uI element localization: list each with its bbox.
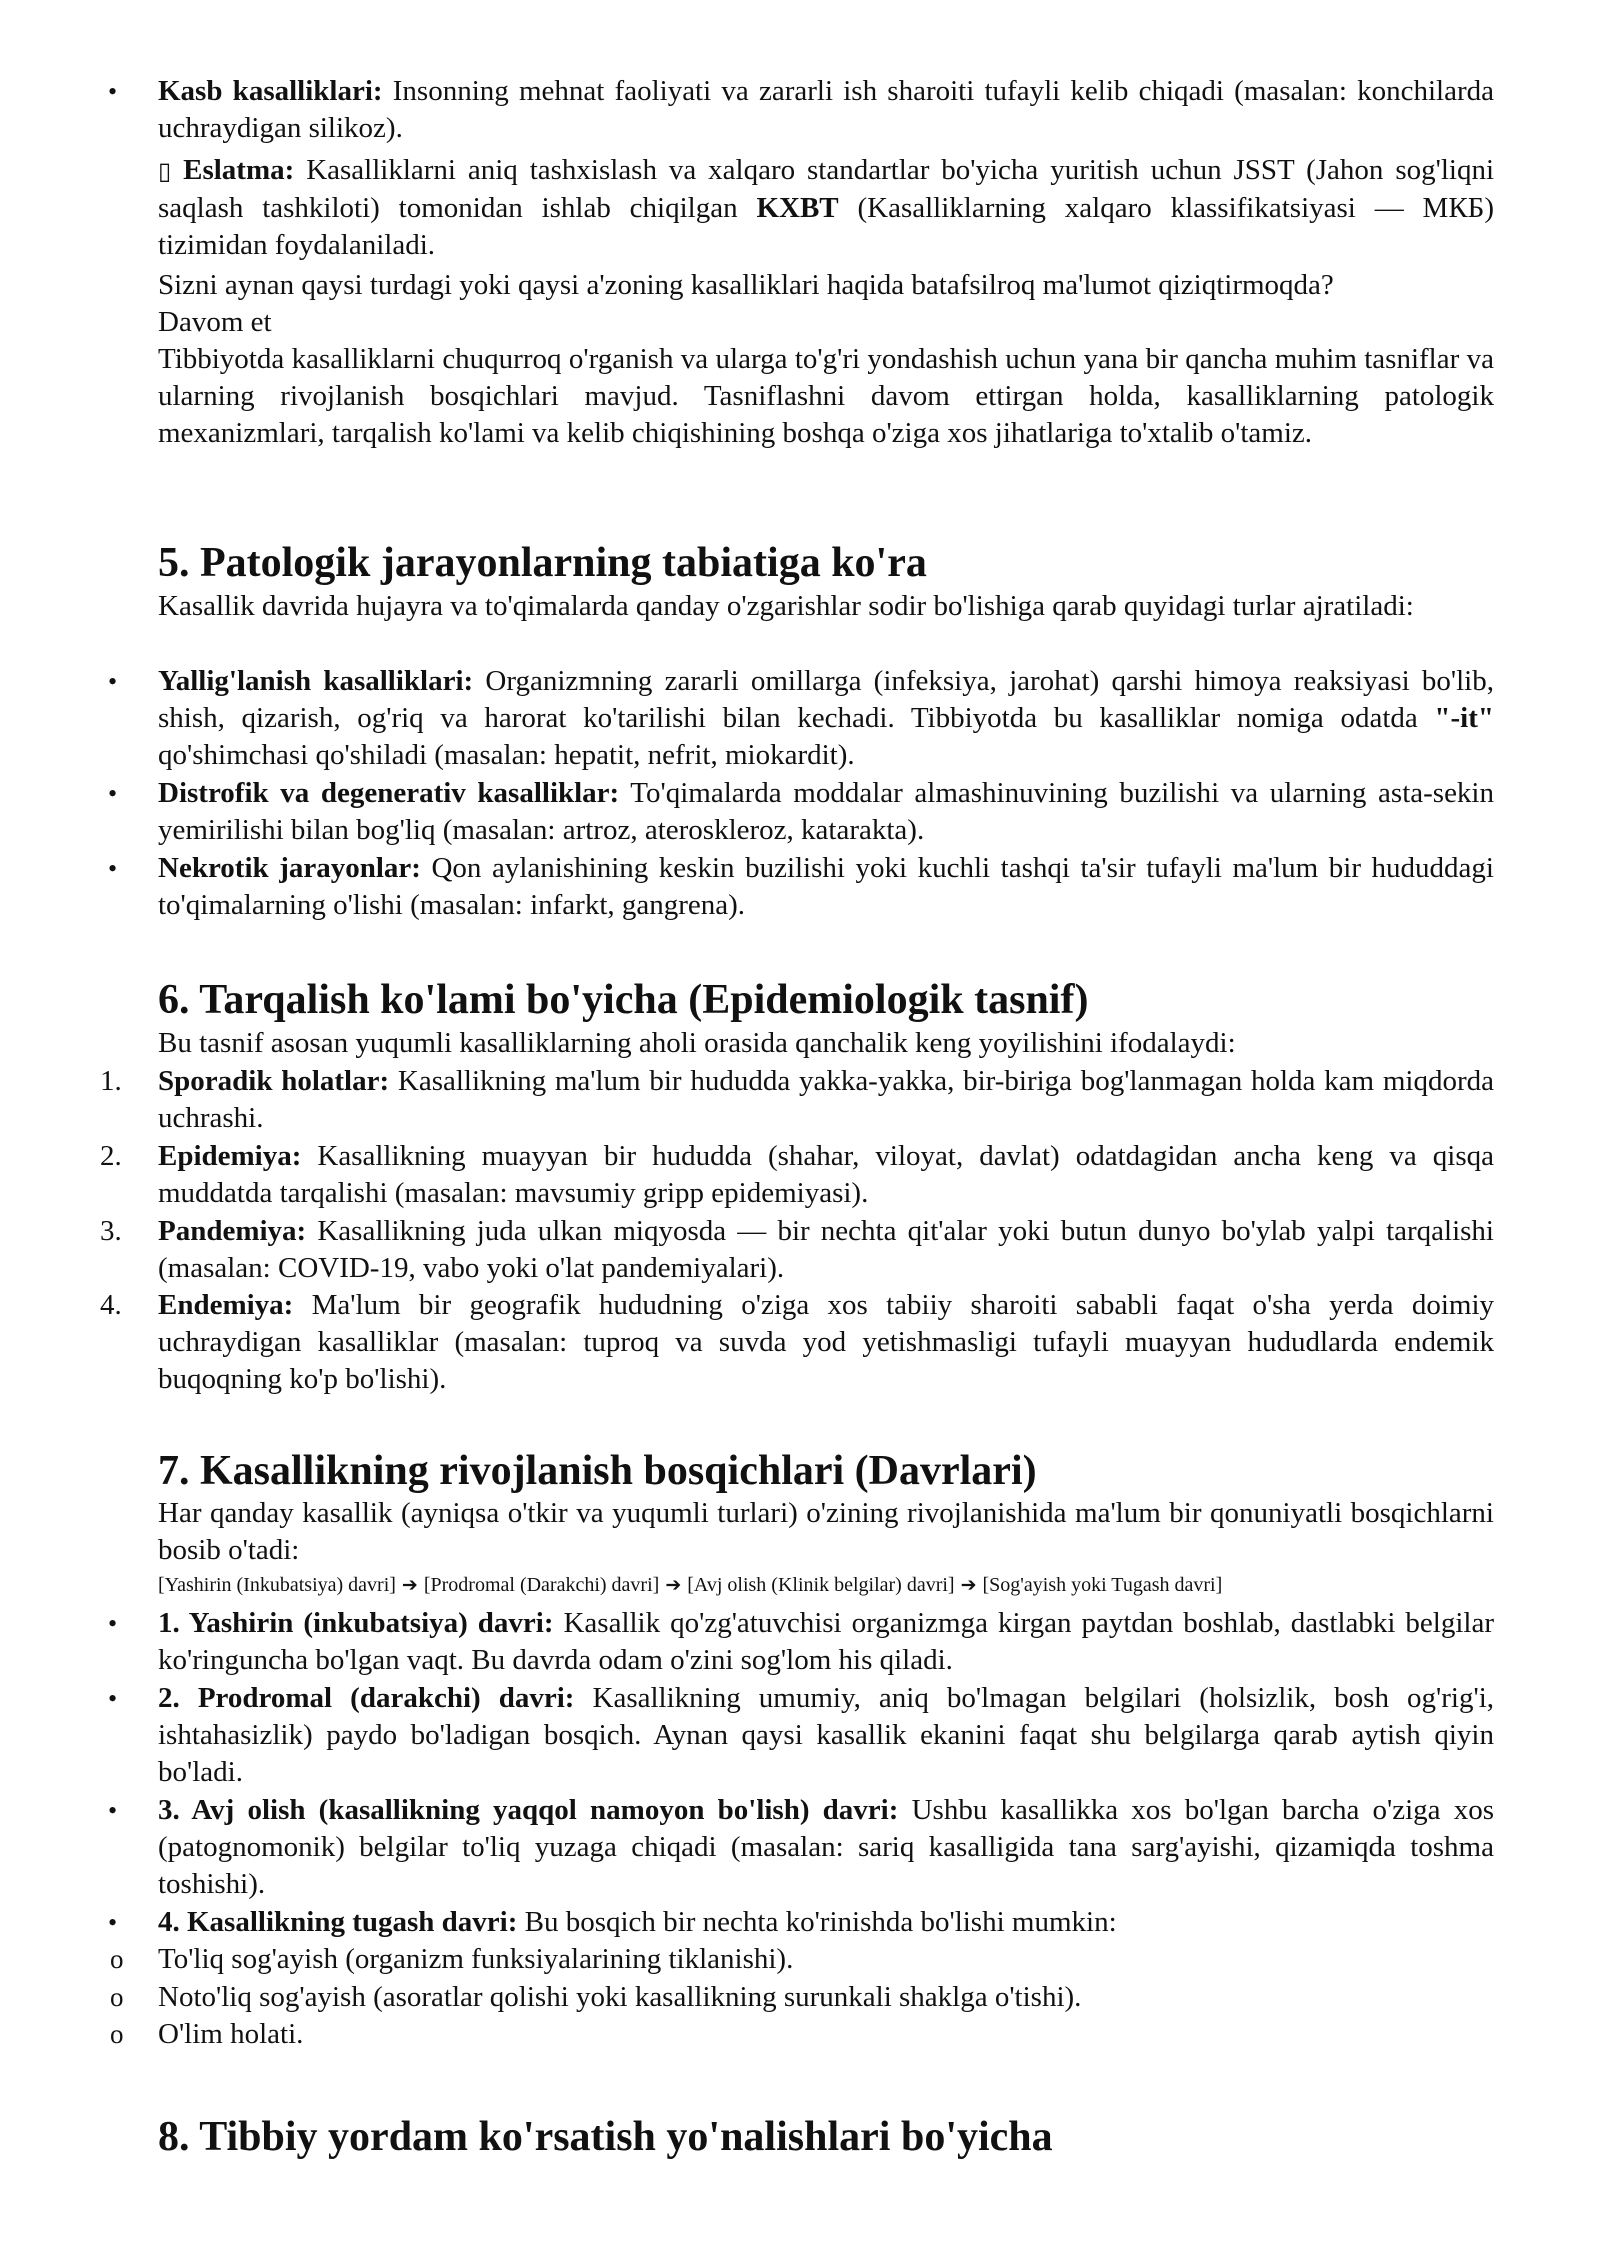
list-item (108, 850, 1494, 924)
sub-bullet-marker: o (110, 1944, 124, 1974)
term: 3. Avj olish (kasallikning yaqqol namoyon bo'lish) davri: (158, 1794, 899, 1826)
description: To'qimalarda moddalar almashinuvining buzilishi va ularning asta-sekin yemirilishi bilan bog'liq (masalan: artroz, ateroskleroz, katarakta). (158, 777, 1494, 846)
description: Kasallikning juda ulkan miqyosda — bir nechta qit'alar yoki butun dunyo bo'ylab yalpi tarqalishi (masalan: COVID-19, vabo yoki o'lat pandemiyalari). (158, 1215, 1494, 1284)
stages-flow (158, 1572, 1222, 1598)
bullet-marker: • (108, 77, 118, 106)
term: 4. Kasallikning tugash davri: (158, 1906, 518, 1938)
note-text-2: (Kasalliklarning xalqaro klassifikatsiyasi — МКБ) tizimidan foydalaniladi. (158, 192, 1494, 261)
term: 2. Prodromal (darakchi) davri: (158, 1682, 575, 1714)
bullet-marker: • (108, 1684, 118, 1713)
intro-paragraph: Tibbiyotda kasalliklarni chuqurroq o'rganish va ularga to'g'ri yondashish uchun yana bir qancha muhim tasniflar va ularning rivojlanish bosqichlari mavjud. Tasniflashni davom ettirgan holda, kasalliklarning patologik mexanizmlari, tarqalish ko'lami va kelib chiqishining boshqa o'ziga xos jihatlariga to'xtalib o'tamiz. (158, 343, 1494, 449)
sub-bullet-marker: o (110, 1982, 124, 2012)
bullet-marker: • (108, 779, 118, 808)
heading-section-6: 6. Tarqalish ko'lami bo'yicha (Epidemiologik tasnif) (158, 977, 1089, 1023)
suffix-term: "-it" (1434, 702, 1494, 734)
term: 1. Yashirin (inkubatsiya) davri: (158, 1607, 554, 1639)
list-number: 2. (100, 1140, 122, 1172)
list-item (108, 1605, 1494, 1679)
description-end: qo'shimchasi qo'shiladi (masalan: hepatit, nefrit, miokardit). (158, 739, 855, 771)
question-text: Sizni aynan qaysi turdagi yoki qaysi a'zoning kasalliklari haqida batafsilroq ma'lumot qiziqtirmoqda? (158, 269, 1334, 301)
sub-list-item (110, 1941, 1494, 1978)
sub-item-text: To'liq sog'ayish (organizm funksiyalarining tiklanishi). (158, 1943, 794, 1975)
description: Kasallikning muayyan bir hududda (shahar, viloyat, davlat) odatdagidan ancha keng va qisqa muddatda tarqalishi (masalan: mavsumiy gripp epidemiyasi). (158, 1140, 1494, 1209)
note-paragraph (158, 152, 1494, 264)
heading-section-8: 8. Tibbiy yordam ko'rsatish yo'nalishlari bo'yicha (158, 2114, 1053, 2160)
note-text-1: Kasalliklarni aniq tashxislash va xalqaro standartlar bo'yicha yuritish uchun JSST (Jahon sog'liqni saqlash tashkiloti) tomonidan ishlab chiqilgan (158, 154, 1494, 224)
list-item (108, 1680, 1494, 1791)
list-item (108, 1904, 1494, 1941)
flow-stage: [Avj olish (Klinik belgilar) davri] (687, 1574, 955, 1596)
list-number: 3. (100, 1215, 122, 1247)
section-5-lead: Kasallik davrida hujayra va to'qimalarda qanday o'zgarishlar sodir bo'lishiga qarab quyidagi turlar ajratiladi: (158, 590, 1414, 622)
sub-list-item (110, 2016, 1494, 2053)
section-7-lead: Har qanday kasallik (ayniqsa o'tkir va yuqumli turlari) o'zining rivojlanishida ma'lum bir qonuniyatli bosqichlarni bosib o'tadi: (158, 1497, 1494, 1566)
sub-list-item (110, 1979, 1494, 2016)
list-item (100, 1287, 1494, 1398)
list-item (100, 1063, 1494, 1137)
bullet-marker: • (108, 667, 118, 696)
term: Nekrotik jarayonlar: (158, 852, 421, 884)
continue-text: Davom et (158, 306, 272, 338)
flow-stage: [Prodromal (Darakchi) davri] (423, 1574, 660, 1596)
note-icon: ▯ (158, 157, 172, 185)
arrow-right-icon: ➔ (401, 1574, 418, 1596)
flow-stage: [Sog'ayish yoki Tugash davri] (982, 1574, 1223, 1596)
section-6-lead: Bu tasnif asosan yuqumli kasalliklarning aholi orasida qanchalik keng yoyilishini ifodalaydi: (158, 1027, 1236, 1059)
bullet-marker: • (108, 854, 118, 883)
bullet-marker: • (108, 1908, 118, 1937)
term: Endemiya: (158, 1289, 294, 1321)
term: Distrofik va degenerativ kasalliklar: (158, 777, 620, 809)
flow-stage: [Yashirin (Inkubatsiya) davri] (158, 1574, 396, 1596)
sub-item-text: O'lim holati. (158, 2018, 304, 2050)
description: Ma'lum bir geografik hududning o'ziga xos tabiiy sharoiti sababli faqat o'sha yerda doimiy uchraydigan kasalliklar (masalan: tuproq va suvda yod yetishmasligi tufayli muayyan hududlarda endemik buqoqning ko'p bo'lishi). (158, 1289, 1494, 1395)
description: Bu bosqich bir nechta ko'rinishda bo'lishi mumkin: (517, 1906, 1117, 1938)
description: Kasallikning umumiy, aniq bo'lmagan belgilari (holsizlik, bosh og'rig'i, ishtahasizlik) paydo bo'ladigan bosqich. Aynan qaysi kasallik ekanini faqat shu belgilarga qarab aytish qiyin bo'ladi. (158, 1682, 1494, 1788)
description: Kasallikning ma'lum bir hududda yakka-yakka, bir-biriga bog'lanmagan holda kam miqdorda uchrashi. (158, 1065, 1494, 1134)
sub-item-text: Noto'liq sog'ayish (asoratlar qolishi yoki kasallikning surunkali shaklga o'tishi). (158, 1981, 1082, 2013)
bullet-marker: • (108, 1796, 118, 1825)
note-kxbt: KXBT (756, 192, 839, 224)
list-item-kasb (108, 73, 1495, 147)
description: Ushbu kasallikka xos bo'lgan barcha o'ziga xos (patognomonik) belgilar to'liq yuzaga chiqadi (masalan: sariq kasalligida tana sarg'ayishi, qizamiqda toshma toshishi). (158, 1794, 1495, 1900)
term: Yallig'lanish kasalliklari: (158, 665, 474, 697)
arrow-right-icon: ➔ (665, 1574, 682, 1596)
list-number: 1. (100, 1065, 122, 1097)
heading-section-5: 5. Patologik jarayonlarning tabiatiga ko'ra (158, 540, 927, 586)
term: Epidemiya: (158, 1140, 302, 1172)
description: Kasallik qo'zg'atuvchisi organizmga kirgan paytdan boshlab, dastlabki belgilar ko'ringuncha bo'lgan vaqt. Bu davrda odam o'zini sog'lom his qiladi. (158, 1607, 1494, 1676)
list-item (108, 663, 1494, 774)
description: Qon aylanishining keskin buzilishi yoki kuchli tashqi ta'sir tufayli ma'lum bir hududdagi to'qimalarning o'lishi (masalan: infarkt, gangrena). (158, 852, 1494, 921)
list-item (100, 1138, 1494, 1212)
heading-section-7: 7. Kasallikning rivojlanish bosqichlari (Davrlari) (158, 1448, 1037, 1494)
list-item (108, 1792, 1495, 1903)
bullet-marker: • (108, 1609, 118, 1638)
term-kasb: Kasb kasalliklari: (158, 75, 383, 107)
list-item (108, 775, 1494, 849)
description: Organizmning zararli omillarga (infeksiya, jarohat) qarshi himoya reaksiyasi bo'lib, shish, qizarish, og'riq va harorat ko'tarilishi bilan kechadi. Tibbiyotda bu kasalliklar nomiga odatda (158, 665, 1494, 734)
sub-bullet-marker: o (110, 2019, 124, 2049)
list-item (100, 1213, 1494, 1287)
arrow-right-icon: ➔ (960, 1574, 977, 1596)
term: Pandemiya: (158, 1215, 307, 1247)
term: Sporadik holatlar: (158, 1065, 390, 1097)
list-number: 4. (100, 1289, 122, 1321)
note-label: Eslatma: (183, 154, 295, 186)
text-kasb: Insonning mehnat faoliyati va zararli ish sharoiti tufayli kelib chiqadi (masalan: konchilarda uchraydigan silikoz). (158, 75, 1495, 144)
